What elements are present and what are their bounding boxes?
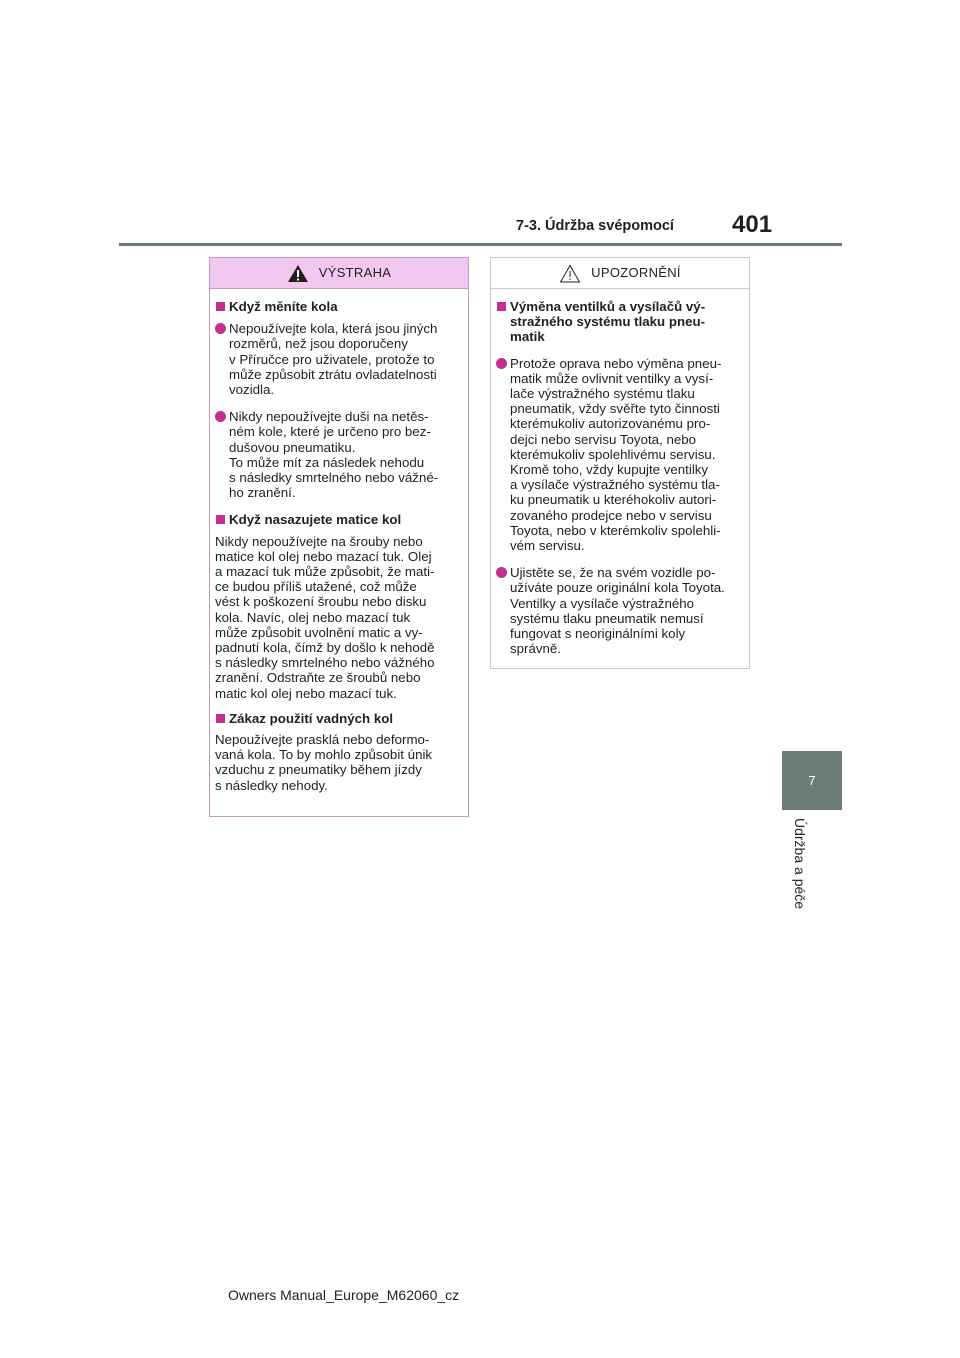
warning-box-header — [210, 258, 468, 289]
warning-box-body — [210, 289, 468, 793]
caution-box-header — [491, 258, 749, 289]
square-bullet-icon — [497, 302, 506, 311]
bullet-text: Ujistěte se, že na svém vozidle po- užíváte pouze originální kola Toyota. Ventilky a vysílače výstražného systému tlaku pneumatik nemusí fungovat s neoriginálními koly správně. — [510, 565, 725, 657]
chapter-label: Údržba a péče — [792, 818, 808, 910]
paragraph: Nikdy nepoužívejte na šrouby nebo matice kol olej nebo mazací tuk. Olej a mazací tuk může způsobit, že mati- ce budou příliš utažené, což může vést k poškození šroubu nebo disku kola. Navíc, olej nebo mazací tuk může způsobit uvolnění matic a vy- padnutí kola, čímž by došlo k nehodě s následky smrtelného nebo vážného zranění. Odstraňte ze šroubů nebo matic kol olej nebo mazací tuk. — [215, 533, 435, 701]
circle-bullet-icon — [496, 358, 507, 369]
warning-triangle-outline-icon — [559, 264, 581, 283]
page-number: 401 — [732, 211, 773, 238]
circle-bullet-icon — [215, 323, 226, 334]
section-title-text: Když měníte kola — [229, 299, 338, 314]
square-bullet-icon — [216, 515, 225, 524]
square-bullet-icon — [216, 714, 225, 723]
caution-heading: UPOZORNĚNÍ — [591, 265, 681, 281]
section-title-text: Výměna ventilků a vysílačů vý- stražného systému tlaku pneu- matik — [510, 299, 706, 345]
chapter-number: 7 — [808, 773, 816, 788]
bullet-item — [496, 565, 743, 656]
warning-section-when-changing-wheels — [215, 299, 462, 314]
warning-box — [209, 257, 469, 817]
warning-section-wheel-nuts — [215, 512, 462, 527]
bullet-item — [496, 356, 743, 554]
paragraph: Nepoužívejte prasklá nebo deformo- vaná kola. To by mohlo způsobit únik vzduchu z pneumatiky během jízdy s následky nehody. — [215, 732, 433, 793]
section-title: 7-3. Údržba svépomocí — [516, 218, 674, 234]
header-rule — [119, 243, 842, 246]
circle-bullet-icon — [496, 567, 507, 578]
bullet-item — [215, 409, 462, 500]
caution-box — [490, 257, 750, 669]
circle-bullet-icon — [215, 411, 226, 422]
bullet-text: Nepoužívejte kola, která jsou jiných rozměrů, než jsou doporučeny v Příručce pro uživatele, protože to může způsobit ztrátu ovladatelnosti vozidla. — [229, 321, 438, 398]
warning-heading: VÝSTRAHA — [318, 265, 392, 281]
chapter-tab — [782, 751, 842, 810]
warning-section-damaged-wheels — [215, 711, 462, 726]
bullet-text: Nikdy nepoužívejte duši na netěs- ném kole, které je určeno pro bez- dušovou pneumatiku. To může mít za následek nehodu s následky smrtelného nebo vážné- ho zranění. — [229, 409, 439, 501]
caution-section-tpms — [496, 299, 743, 345]
bullet-item — [215, 321, 462, 397]
footer-text: Owners Manual_Europe_M62060_cz — [228, 1287, 460, 1303]
section-title-text: Zákaz použití vadných kol — [229, 710, 394, 726]
square-bullet-icon — [216, 302, 225, 311]
caution-box-body — [491, 289, 749, 656]
section-title-text: Když nasazujete matice kol — [229, 512, 402, 528]
bullet-text: Protože oprava nebo výměna pneu- matik může ovlivnit ventilky a vysí- lače výstražného systému tlaku pneumatik, vždy svěřte tyto činnosti kterémukoliv autorizovanému pro- dejci nebo servisu Toyota, nebo kterémukoliv spolehlivému servisu. Kromě toho, vždy kupujte ventilky a vysílače výstražného systému tla- ku pneumatik u kteréhokoliv autori- zovaného prodejce nebo v servisu Toyota, nebo v kterémkoliv spolehli- vém servisu. — [510, 355, 722, 554]
warning-triangle-filled-icon — [287, 264, 309, 283]
